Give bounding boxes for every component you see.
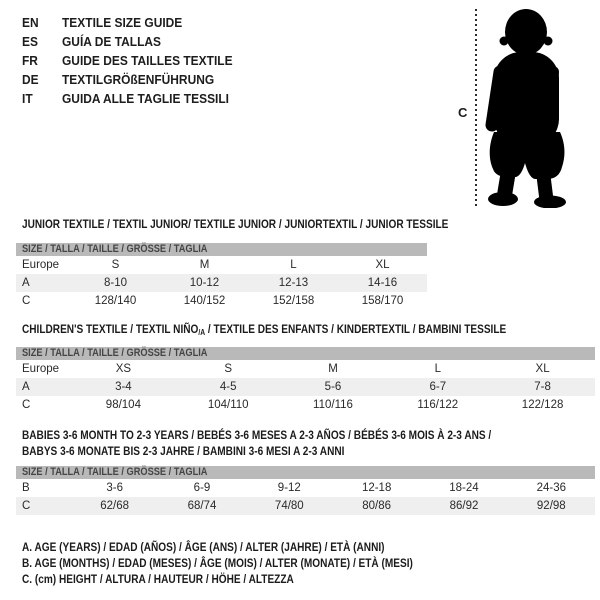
table-row [16, 256, 427, 274]
size-cell: 140/152 [183, 295, 226, 307]
guide-title-en: TEXTILE SIZE GUIDE [62, 15, 183, 30]
size-cell: 3-4 [115, 381, 132, 393]
legend-line-b: B. AGE (MONTHS) / EDAD (MESES) / ÂGE (MOIS) / ALTER (MONATE) / ETÀ (MESI) [22, 556, 413, 570]
size-cell: 152/158 [272, 295, 315, 307]
language-code: DE [22, 72, 39, 87]
table-row [16, 274, 427, 292]
row-label: A [22, 277, 30, 289]
table-row [16, 396, 595, 414]
legend [22, 539, 487, 587]
language-code: IT [22, 91, 33, 106]
height-measure-label: C [458, 105, 468, 120]
junior-section-title: JUNIOR TEXTILE / TEXTIL JUNIOR/ TEXTILE JUNIOR / JUNIORTEXTIL / JUNIOR TESSILE [22, 217, 449, 231]
title-subscript: /A [198, 328, 206, 337]
size-cell: S [111, 259, 120, 271]
babies-section-title-line2: BABYS 3-6 MONATE BIS 2-3 JAHRE / BAMBINI 3-6 MESI A 2-3 ANNI [22, 444, 345, 458]
size-cell: M [199, 259, 210, 271]
size-header-bar: SIZE / TALLA / TAILLE / GRÖSSE / TAGLIA [16, 243, 427, 256]
size-cell: 110/116 [313, 399, 353, 411]
guide-title-it: GUIDA ALLE TAGLIE TESSILI [62, 91, 230, 106]
size-cell: 7-8 [534, 381, 551, 393]
size-cell: 74/80 [274, 500, 304, 512]
size-cell: L [290, 259, 297, 271]
guide-title-es: GUÍA DE TALLAS [62, 34, 162, 49]
babies-size-table [16, 466, 595, 515]
legend-line-c: C. (cm) HEIGHT / ALTURA / HAUTEUR / HÖHE / ALTEZZA [22, 572, 294, 586]
size-cell: 6-9 [193, 482, 211, 494]
height-measure-dotted-line [475, 9, 477, 207]
row-label: Europe [22, 259, 60, 271]
row-label: C [22, 399, 31, 411]
size-cell: 14-16 [367, 277, 398, 289]
size-cell: 6-7 [429, 381, 447, 393]
size-cell: 62/68 [100, 500, 130, 512]
toddler-silhouette-icon [480, 6, 574, 208]
language-row-es [22, 32, 247, 51]
language-title-list [22, 13, 247, 108]
size-header-bar: SIZE / TALLA / TAILLE / GRÖSSE / TAGLIA [16, 347, 595, 360]
language-row-en [22, 13, 247, 32]
size-cell: 86/92 [449, 500, 479, 512]
language-code: EN [22, 15, 39, 30]
size-cell: 128/140 [94, 295, 137, 307]
size-cell: XS [115, 363, 132, 375]
row-label: C [22, 500, 31, 512]
children-section-title: CHILDREN'S TEXTILE / TEXTIL NIÑO/A / TEXTILE DES ENFANTS / KINDERTEXTIL / BAMBINI TESSILE [22, 322, 507, 337]
size-header-bar: SIZE / TALLA / TAILLE / GRÖSSE / TAGLIA [16, 466, 595, 479]
table-row [16, 479, 595, 497]
legend-line-a: A. AGE (YEARS) / EDAD (AÑOS) / ÂGE (ANS) / ALTER (JAHRE) / ETÀ (ANNI) [22, 540, 385, 554]
size-cell: 80/86 [362, 500, 392, 512]
size-cell: 12-18 [361, 482, 392, 494]
size-cell: 12-13 [278, 277, 309, 289]
size-cell: 3-6 [106, 482, 123, 494]
language-row-de [22, 70, 247, 89]
language-code: ES [22, 34, 38, 49]
size-cell: 4-5 [219, 381, 237, 393]
table-row [16, 292, 427, 310]
table-row [16, 360, 595, 378]
size-cell: 8-10 [103, 277, 128, 289]
row-label: Europe [22, 363, 60, 375]
row-label: C [22, 295, 31, 307]
language-code: FR [22, 53, 38, 68]
size-cell: 122/128 [521, 399, 564, 411]
row-label: B [22, 482, 30, 494]
language-row-it [22, 89, 247, 108]
size-cell: XL [535, 363, 550, 375]
size-cell: M [328, 363, 338, 375]
size-cell: 158/170 [361, 295, 404, 307]
size-cell: 116/122 [417, 399, 459, 411]
size-cell: 18-24 [449, 482, 479, 494]
size-cell: XL [375, 259, 390, 271]
guide-title-de: TEXTILGRÖßENFÜHRUNG [62, 72, 215, 87]
size-cell: 92/98 [536, 500, 566, 512]
guide-title-fr: GUIDE DES TAILLES TEXTILE [62, 53, 233, 68]
size-cell: S [224, 363, 233, 375]
table-row [16, 497, 595, 515]
children-size-table [16, 347, 595, 414]
row-label: A [22, 381, 30, 393]
size-cell: 24-36 [536, 482, 567, 494]
size-cell: 9-12 [277, 482, 301, 494]
language-row-fr [22, 51, 247, 70]
size-cell: 10-12 [189, 277, 220, 289]
babies-section-title-line1: BABIES 3-6 MONTH TO 2-3 YEARS / BEBÉS 3-6 MESES A 2-3 AÑOS / BÉBÉS 3-6 MOIS À 2-3 ANS / [22, 428, 492, 442]
size-cell: 5-6 [324, 381, 342, 393]
size-cell: 68/74 [187, 500, 217, 512]
junior-size-table [16, 243, 427, 310]
table-row [16, 378, 595, 396]
size-cell: 104/110 [207, 399, 249, 411]
size-cell: L [434, 363, 441, 375]
size-cell: 98/104 [105, 399, 141, 411]
